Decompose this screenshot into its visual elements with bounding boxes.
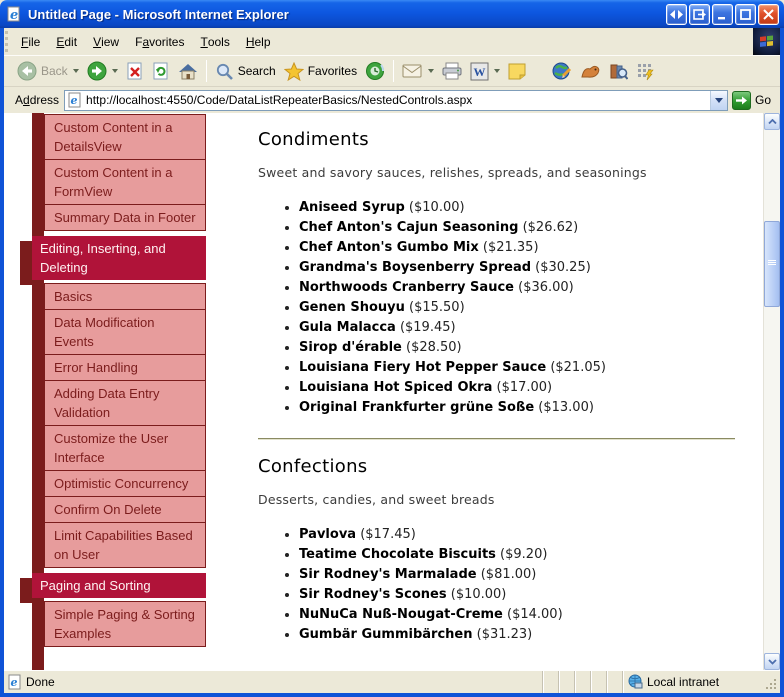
window-title: Untitled Page - Microsoft Internet Explorer [28,6,289,22]
address-dropdown-button[interactable] [710,91,727,110]
standard-toolbar [4,55,780,86]
sidebar-item[interactable]: Custom Content in a FormView [44,159,206,205]
menu-tools[interactable]: T ools [200,34,230,49]
address-input[interactable] [64,90,728,111]
product-name: Grandma's Boysenberry Spread [299,260,532,275]
product-item [299,605,735,625]
product-price: ($10.00) [404,200,465,215]
maximize-button[interactable] [735,4,756,25]
product-price: ($17.45) [356,527,416,542]
refresh-button[interactable] [148,60,174,83]
sidebar-item[interactable]: Adding Data Entry Validation [44,380,206,426]
toolbar-separator [393,60,394,82]
note-button[interactable] [504,60,530,82]
product-price: ($36.00) [513,280,574,295]
sidebar-item[interactable]: Optimistic Concurrency [44,470,206,497]
page-ie-icon [68,92,82,108]
product-price: ($21.05) [546,360,606,375]
product-item [299,278,735,298]
toolbar-separator [206,60,207,82]
status-bar [4,670,780,693]
status-pane [4,671,542,693]
product-item [299,625,735,645]
product-name: Chef Anton's Cajun Seasoning [299,220,519,235]
sidebar-section-header[interactable] [20,236,206,280]
home-button[interactable] [174,60,202,83]
product-name: Louisiana Hot Spiced Okra [299,380,493,395]
status-subpane [574,671,590,693]
product-item [299,238,735,258]
sidebar-item[interactable]: Simple Paging & Sorting Examples [44,601,206,647]
windows-brand-icon [753,28,780,55]
fox-icon [580,63,601,80]
sidebar-item[interactable]: Basics [44,283,206,310]
go-arrow-icon [732,91,751,110]
section-divider [258,438,735,440]
product-price: ($81.00) [476,567,537,582]
category-title: Condiments [258,129,369,150]
search-button[interactable] [211,60,280,83]
status-subpane [542,671,558,693]
product-item [299,318,735,338]
favorites-icon [284,62,304,81]
refresh-icon [152,62,170,81]
forward-button[interactable] [83,59,122,83]
sidebar-item[interactable]: Summary Data in Footer [44,204,206,231]
word-dropdown-icon[interactable] [494,69,500,73]
ie-logo-icon [6,6,23,23]
product-item [299,565,735,585]
status-text: Done [26,675,55,689]
status-subpane [558,671,574,693]
research-button[interactable] [605,60,632,83]
menu-favorites[interactable]: F a vorites [135,34,185,49]
product-item [299,358,735,378]
product-name: NuNuCa Nuß-Nougat-Creme [299,607,503,622]
product-price: ($26.62) [518,220,579,235]
forward-icon [87,61,107,81]
product-price: ($13.00) [534,400,594,415]
product-name: Aniseed Syrup [299,200,405,215]
address-bar [4,86,780,113]
go-button[interactable] [728,91,777,110]
status-subpane [606,671,622,693]
section-tab-icon [20,241,32,285]
main-content [258,113,735,645]
page-viewport [4,113,780,670]
section-label[interactable]: Editing, Inserting, and Deleting [32,236,206,280]
history-button[interactable] [361,59,389,83]
mail-button[interactable] [398,61,438,81]
product-item [299,298,735,318]
go-label: Go [754,93,771,107]
scroll-up-button[interactable] [764,113,780,130]
scroll-down-button[interactable] [764,653,780,670]
sidebar-item[interactable]: Confirm On Delete [44,496,206,523]
favorites-label: Favorites [307,64,358,78]
vertical-scrollbar[interactable] [763,113,780,670]
product-price: ($21.35) [478,240,539,255]
mail-icon [402,63,423,79]
product-name: Teatime Chocolate Biscuits [299,547,496,562]
detach-window-button[interactable] [689,4,710,25]
menu-view[interactable]: V iew [93,34,120,49]
section-label[interactable]: Paging and Sorting [32,573,206,598]
sidebar-menu [4,115,210,647]
back-icon [17,61,37,81]
menubar-gripper[interactable] [5,31,12,52]
history-icon [365,61,385,81]
mail-dropdown-icon[interactable] [428,69,434,73]
search-icon [215,62,234,81]
research-icon [609,62,628,81]
product-item [299,585,735,605]
home-icon [178,62,198,81]
edit-globe-icon [552,61,572,81]
stop-button[interactable] [122,60,148,83]
stop-icon [126,62,144,81]
sidebar-item[interactable]: Error Handling [44,354,206,381]
product-name: Chef Anton's Gumbo Mix [299,240,479,255]
forward-dropdown-icon[interactable] [112,69,118,73]
product-name: Sir Rodney's Scones [299,587,447,602]
edit-with-word-button[interactable] [466,60,504,83]
product-list [299,525,735,645]
search-label: Search [237,64,276,78]
product-item [299,218,735,238]
security-zone-pane [622,671,764,693]
product-price: ($28.50) [401,340,462,355]
edit-page-button[interactable] [548,59,576,83]
minimize-button[interactable] [712,4,733,25]
product-price: ($17.00) [492,380,553,395]
title-bar[interactable] [0,0,784,28]
product-price: ($30.25) [531,260,591,275]
messenger-grid-icon [636,62,655,81]
menu-help[interactable]: H elp [245,34,271,49]
product-name: Sirop d'érable [299,340,402,355]
back-label: Back [41,64,68,78]
status-page-icon [8,674,22,690]
sidebar-item[interactable]: Custom Content in a DetailsView [44,114,206,160]
menu-file[interactable]: F ile [21,34,41,49]
product-item [299,258,735,278]
product-price: ($19.45) [395,320,456,335]
svg-text:W: W [473,64,486,79]
product-name: Genen Shouyu [299,300,405,315]
category-description: Sweet and savory sauces, relishes, spreads, and seasonings [258,165,647,180]
sidebar-item[interactable]: Limit Capabilities Based on User [44,522,206,568]
product-price: ($31.23) [472,627,533,642]
product-item [299,198,735,218]
svg-text:e: e [10,7,19,23]
address-label: Address [15,93,60,107]
product-list [299,198,735,418]
product-name: Gula Malacca [299,320,396,335]
product-item [299,398,735,418]
product-price: ($9.20) [495,547,548,562]
restore-width-button[interactable] [666,4,687,25]
category-description: Desserts, candies, and sweet breads [258,492,495,507]
product-name: Louisiana Fiery Hot Pepper Sauce [299,360,547,375]
product-name: Sir Rodney's Marmalade [299,567,477,582]
sidebar-section-header[interactable] [20,573,206,598]
address-url[interactable]: http://localhost:4550/Code/DataListRepeaterBasics/NestedControls.aspx [86,93,473,107]
product-item [299,378,735,398]
scrollbar-track[interactable] [764,130,780,653]
product-item [299,338,735,358]
menu-bar [4,28,780,55]
messenger-button[interactable] [632,60,659,83]
close-button[interactable] [758,4,779,25]
product-price: ($15.50) [404,300,465,315]
svg-text:e: e [10,676,18,689]
fox-tool-button[interactable] [576,61,605,82]
category-title: Confections [258,456,368,477]
print-button[interactable] [438,60,466,82]
product-price: ($14.00) [502,607,563,622]
product-name: Original Frankfurter grüne Soße [299,400,535,415]
word-edit-icon [470,62,489,81]
product-name: Pavlova [299,527,357,542]
scrollbar-thumb[interactable] [764,221,780,307]
security-zone-label: Local intranet [647,675,720,689]
svg-text:e: e [70,94,78,107]
favorites-button[interactable] [280,60,361,83]
resize-grip-icon[interactable] [764,671,780,693]
menu-edit[interactable]: E dit [56,34,78,49]
back-button[interactable] [13,59,83,83]
product-item [299,525,735,545]
intranet-globe-icon [627,674,643,690]
print-icon [442,62,462,80]
back-dropdown-icon[interactable] [73,69,79,73]
section-tab-icon [20,578,32,603]
product-name: Northwoods Cranberry Sauce [299,280,514,295]
product-item [299,545,735,565]
note-icon [508,62,526,80]
product-name: Gumbär Gummibärchen [299,627,473,642]
sidebar-item[interactable]: Customize the User Interface [44,425,206,471]
status-subpane [590,671,606,693]
product-price: ($10.00) [446,587,507,602]
sidebar-item[interactable]: Data Modification Events [44,309,206,355]
